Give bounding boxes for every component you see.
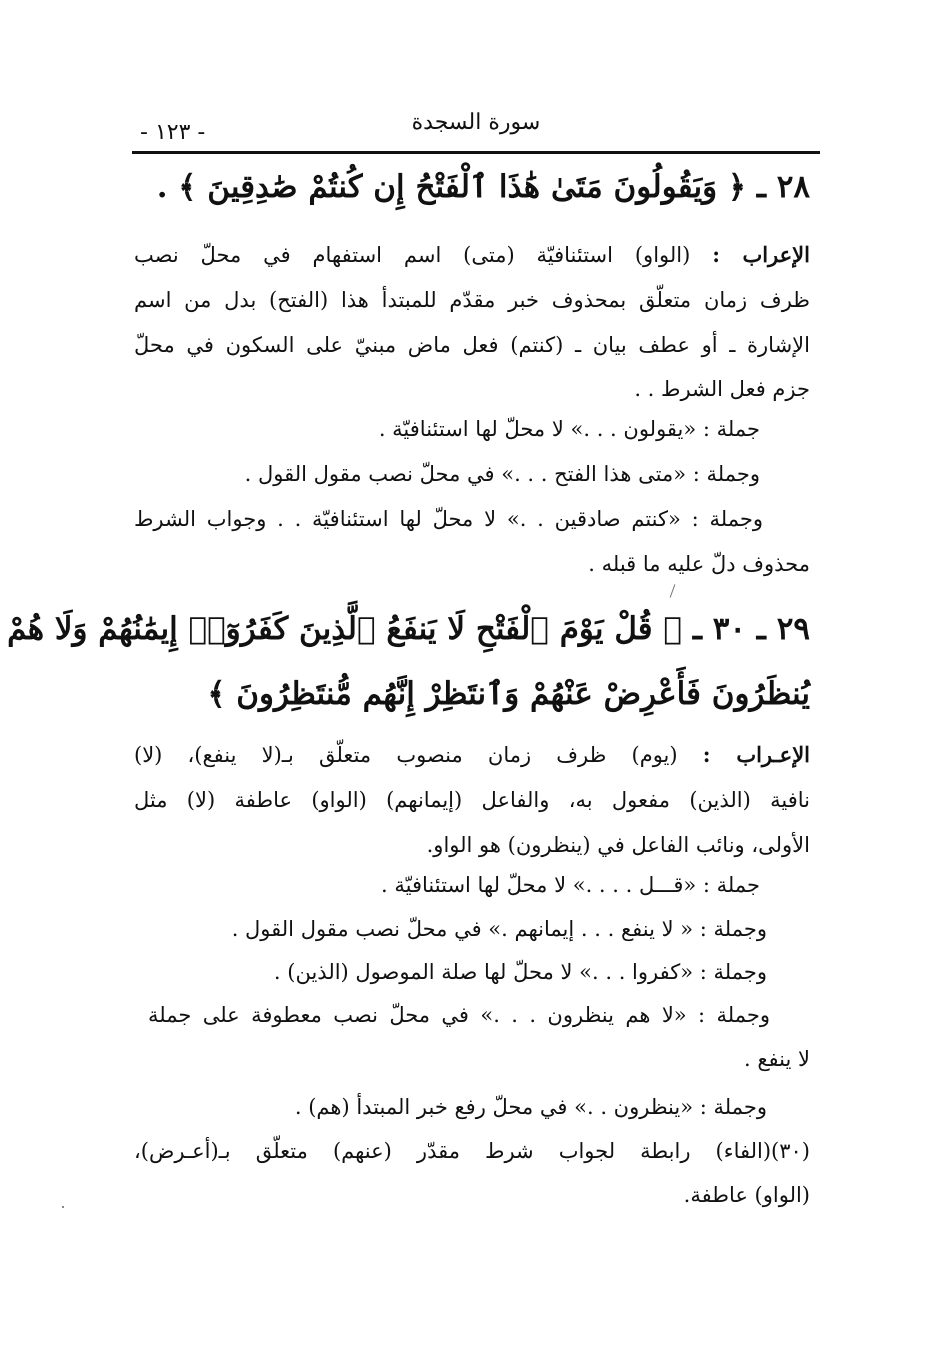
irab-label: الإعراب : [712, 242, 810, 267]
irab-30-line-2: (الواو) عاطفة. [683, 1183, 810, 1207]
irab-29-line-2: نافية (الذين) مفعول به، والفاعل (إيمانهم) (الواو) عاطفة (لا) مثل [134, 788, 810, 812]
irab-28-line-4: جزم فعل الشرط . . [634, 377, 810, 401]
irab-label: الإعـراب : [702, 742, 811, 767]
verse-29-30-line-1 [7, 611, 810, 652]
irab-29-text-1: (يوم) ظرف زمان منصوب متعلّق بـ(لا ينفع)، (لا) [134, 743, 678, 767]
jumla-28-2: وجملة : «متى هذا الفتح . . .» في محلّ نصب مقول القول . [244, 462, 760, 486]
jumla-28-3: وجملة : «كنتم صادقين . .» لا محلّ لها استئنافيّة . . وجواب الشرط [134, 507, 763, 531]
jumla-29-5: وجملة : «ينظرون . .» في محلّ رفع خبر المبتدأ (هم) . [294, 1095, 767, 1119]
jumla-29-4: وجملة : «لا هم ينظرون . . .» في محلّ نصب معطوفة على جملة [148, 1003, 770, 1027]
jumla-29-3: وجملة : «كفروا . . .» لا محلّ لها صلة الموصول (الذين) . [273, 960, 767, 984]
irab-30-line-1: (٣٠)(الفاء) رابطة لجواب شرط مقدّر (عنهم) متعلّق بـ(أعـرض)، [134, 1139, 810, 1163]
jumla-28-3-cont: محذوف دلّ عليه ما قبله . [588, 552, 810, 576]
verse-28-text: ﴿ وَيَقُولُونَ مَتَىٰ هَٰذَا ٱلْفَتْحُ إِن كُنتُمْ صَٰدِقِينَ ﴾ . [156, 169, 747, 205]
verse-29-30-line-2: يُنظَرُونَ فَأَعْرِضْ عَنْهُمْ وَٱنتَظِرْ إِنَّهُم مُّنتَظِرُونَ ﴾ [207, 676, 810, 712]
surah-title: سورة السجدة [411, 110, 541, 135]
verse-28 [134, 170, 810, 210]
verse-28-number: ٢٨ ـ [756, 169, 810, 205]
irab-28-line-2: ظرف زمان متعلّق بمحذوف خبر مقدّم للمبتدأ هذا (الفتح) بدل من اسم [134, 288, 810, 312]
page-number: - ١٢٣ - [140, 120, 206, 145]
header-rule [132, 151, 820, 154]
jumla-28-1: جملة : «يقولون . . .» لا محلّ لها استئنافيّة . [378, 417, 760, 441]
irab-28-text-1: (الواو) استئنافيّة (متى) اسم استفهام في محلّ نصب [134, 243, 691, 267]
verse-29-30-text-1: ﴿ قُلْ يَوْمَ ٱلْفَتْحِ لَا يَنفَعُ ٱلَّذِينَ كَفَرُوٓا۟ إِيمَٰنُهُمْ وَلَا هُمْ [7, 611, 683, 647]
page-header [132, 104, 820, 150]
scan-speck [62, 1206, 64, 1208]
verse-29-30-number: ٢٩ ـ ٣٠ ـ [692, 611, 810, 647]
irab-28-line-3: الإشارة ـ أو عطف بيان ـ (كنتم) فعل ماض مبنيّ على السكون في محلّ [134, 333, 810, 357]
jumla-29-2: وجملة : « لا ينفع . . . إيمانهم .» في محلّ نصب مقول القول . [231, 917, 767, 941]
irab-28-line-1 [134, 238, 810, 278]
irab-29-line-3: الأولى، ونائب الفاعل في (ينظرون) هو الواو. [426, 833, 810, 857]
jumla-29-4-cont: لا ينفع . [744, 1047, 810, 1071]
irab-29-line-1 [134, 738, 810, 778]
jumla-29-1: جملة : «قـــل . . . .» لا محلّ لها استئنافيّة . [381, 873, 760, 897]
